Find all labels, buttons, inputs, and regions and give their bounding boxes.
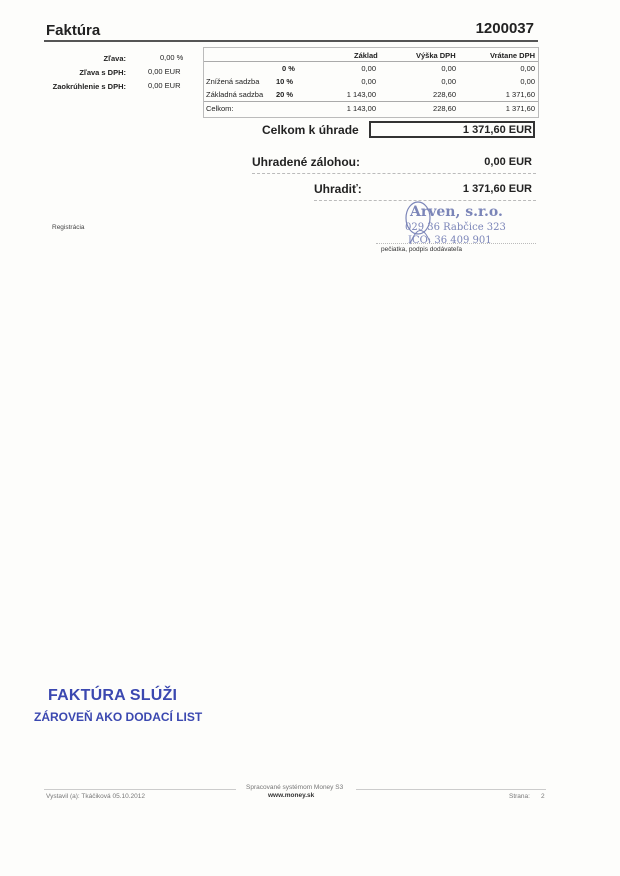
- registration-label: Registrácia: [52, 224, 85, 231]
- table-divider: [204, 61, 538, 62]
- vat-table: [203, 47, 539, 118]
- col-header-base: Základ: [354, 51, 378, 60]
- prepaid-label: Uhradené zálohou:: [252, 155, 361, 169]
- row-name: Znížená sadzba: [206, 77, 260, 86]
- row-base: 0,00: [361, 77, 376, 86]
- total-row-vat: 228,60: [433, 104, 456, 113]
- discount-value: 0,00 %: [160, 53, 184, 62]
- row-rate: 10 %: [276, 77, 294, 86]
- table-divider: [204, 101, 538, 102]
- footer-website: www.money.sk: [268, 792, 315, 799]
- to-pay-value: 1 371,60 EUR: [462, 183, 532, 195]
- col-header-total: Vrátane DPH: [490, 51, 536, 60]
- rounding-label: Zaokrúhlenie s DPH:: [52, 82, 126, 91]
- stamp-company-name: Arven, s.r.o.: [410, 204, 503, 220]
- footer-rule: [356, 789, 546, 790]
- row-total: 0,00: [520, 64, 535, 73]
- row-rate: 20 %: [276, 90, 294, 99]
- total-row-base: 1 143,00: [346, 104, 376, 113]
- stamp-address: 029 36 Rabčice 323: [405, 222, 506, 233]
- to-pay-label: Uhradiť:: [314, 182, 362, 196]
- signature-line: [376, 243, 536, 244]
- footer-issued-by: Vystavil (a): Tkáčiková 05.10.2012: [46, 793, 145, 800]
- row-base: 0,00: [361, 64, 376, 73]
- discount-label: Zľava:: [103, 54, 126, 63]
- discount-vat-label: Zľava s DPH:: [79, 68, 126, 77]
- amount-due-label: Celkom k úhrade: [262, 123, 359, 137]
- footer-page-number: 2: [541, 793, 545, 800]
- row-rate: 0 %: [282, 64, 295, 73]
- totals-divider: [252, 173, 536, 174]
- footer-page-label: Strana:: [509, 793, 530, 800]
- footer-rule: [44, 789, 236, 790]
- rounding-value: 0,00 EUR: [148, 81, 181, 90]
- row-vat: 228,60: [433, 90, 456, 99]
- stamp-ico: IČO: 36 409 901: [408, 235, 492, 246]
- prepaid-value: 0,00 EUR: [484, 156, 532, 168]
- delivery-note-line1: FAKTÚRA SLÚŽI: [48, 687, 178, 704]
- document-title: Faktúra: [46, 22, 101, 39]
- row-base: 1 143,00: [346, 90, 376, 99]
- row-vat: 0,00: [441, 77, 456, 86]
- amount-due-value: 1 371,60 EUR: [462, 124, 532, 136]
- invoice-number: 1200037: [475, 20, 534, 37]
- delivery-note-line2: ZÁROVEŇ AKO DODACÍ LIST: [34, 710, 203, 724]
- total-row-total: 1 371,60: [505, 104, 535, 113]
- row-vat: 0,00: [441, 64, 456, 73]
- total-row-label: Celkom:: [206, 104, 234, 113]
- footer-system: Spracované systémom Money S3: [246, 784, 344, 791]
- header-rule: [44, 40, 538, 42]
- col-header-vat: Výška DPH: [416, 51, 456, 60]
- discount-vat-value: 0,00 EUR: [148, 67, 181, 76]
- signature-caption: pečiatka, podpis dodávateľa: [381, 246, 463, 253]
- row-name: Základná sadzba: [206, 90, 264, 99]
- row-total: 1 371,60: [505, 90, 535, 99]
- row-total: 0,00: [520, 77, 535, 86]
